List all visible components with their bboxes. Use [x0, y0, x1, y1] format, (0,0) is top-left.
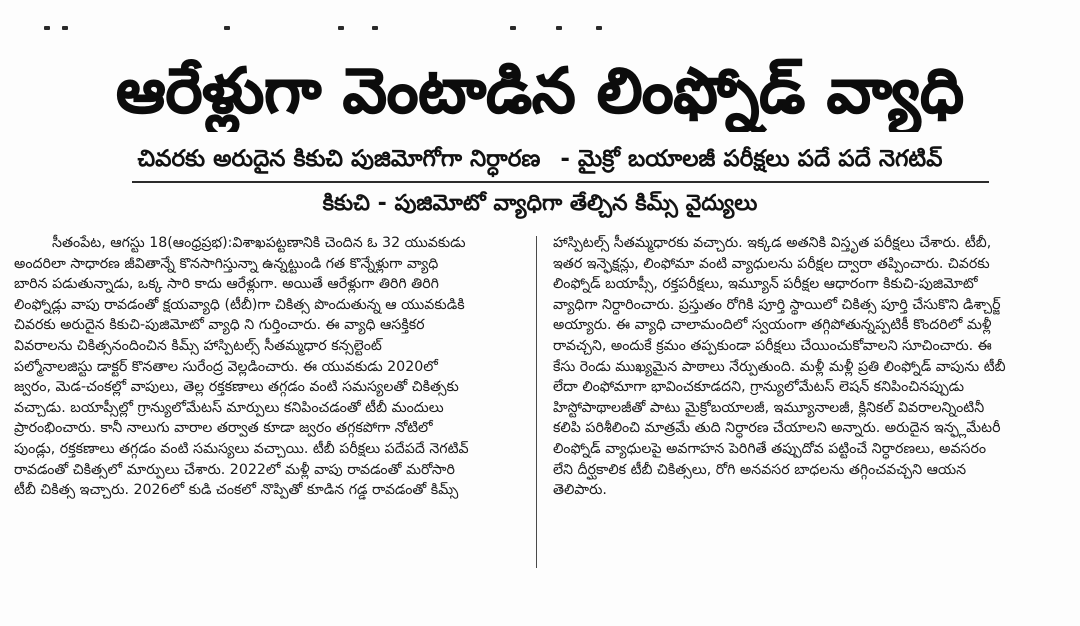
body-line: పుండ్లు, రక్తకణాలు తగ్గడం వంటి సమస్యలు వచ్చాయి. టీబీ పరీక్షలు పదేపదే నెగటివ్ [14, 440, 469, 457]
body-line: లింఫ్నోడ్ బయాప్సీ, రక్తపరీక్షలు, ఇమ్యూన్ పరీక్షల ఆధారంగా కికుచి-పుజిమోటో [553, 276, 978, 293]
body-line: సీతంపేట, ఆగస్టు 18(ఆంధ్రప్రభ):విశాఖపట్టణానికి చెందిన ఓ 32 యువకుడు [52, 235, 466, 251]
article-column-right [553, 233, 1053, 573]
body-line: కేసు రెండు ముఖ్యమైన పాఠాలు నేర్పుతుంది. మళ్లీ మళ్లీ ప్రతి లింఫ్నోడ్ వాపును టీబీ [553, 358, 1006, 375]
body-line: కలిపి పరిశీలించి మాత్రమే తుది నిర్ధారణ చేయాలని అన్నారు. అరుదైన ఇన్ఫ్లమేటరీ [553, 420, 1001, 437]
subheadline-part-1: చివరకు అరుదైన కికుచి పుజిమోగోగా నిర్ధారణ [137, 146, 541, 172]
body-line: జ్వరం, మెడ-చంకల్లో వాపులు, తెల్ల రక్తకణాలు తగ్గడం వంటి సమస్యలతో చికిత్సకు [14, 379, 459, 396]
body-line: లింఫ్నోడ్ వ్యాధులపై అవగాహన పెరిగితే తప్పుదోవ పట్టించే నిర్ధారణలు, అవసరం [553, 440, 987, 457]
body-line: వివరాలను చికిత్సనందించిన కిమ్స్ హాస్పిటల్స్ సీతమ్మధార కన్సల్టెంట్ [14, 337, 382, 354]
body-line: చివరకు అరుదైన కికుచి-పుజిమోటో వ్యాధి ని గుర్తించారు. ఈ వ్యాధి ఆసక్తికర [14, 317, 425, 334]
body-line: లింఫ్నోడ్లు వాపు రావడంతో క్షయవ్యాధి (టీబీ)గా చికిత్స పొందుతున్న ఆ యువకుడికి [14, 296, 465, 313]
body-line: రావడంతో చికిత్సలో మార్పులు చేశారు. 2022లో మళ్లీ వాపు రావడంతో మరోసారి [14, 461, 455, 478]
kicker-headline: కికుచి - పుజిమోటో వ్యాధిగా తేల్చిన కిమ్స్ వైద్యులు [322, 191, 758, 216]
article-column-left [14, 233, 514, 573]
body-line: రావచ్చని, అందుకే క్రమం తప్పకుండా పరీక్షలు చేయించుకోవాలని సూచించారు. ఈ [553, 337, 992, 354]
body-line: టీబీ చికిత్స ఇచ్చారు. 2026లో కుడి చంకలో నొప్పితో కూడిన గడ్డ రావడంతో కిమ్స్ [14, 482, 459, 499]
body-line: అందరిలా సాధారణ జీవితాన్నే కొనసాగిస్తున్నా ఉన్నట్టుండి గత కొన్నేళ్లుగా వ్యాధి [14, 255, 439, 272]
headline: ఆరేళ్లుగా వెంటాడిన లింఫ్నోడ్ వ్యాధి [116, 54, 964, 127]
body-line: ఇతర ఇన్ఫెక్షన్లు, లింఫోమా వంటి వ్యాధులను పరీక్షల ద్వారా తప్పించారు. చివరకు [553, 255, 990, 272]
body-line: బారిన పడుతున్నాడు, ఒక్క సారి కాదు ఆరేళ్లుగా. అయితే ఆరేళ్లుగా తిరిగి తిరిగి [14, 276, 439, 293]
body-line: హాస్పిటల్స్ సీతమ్మధారకు వచ్చారు. ఇక్కడ అతనికి విస్తృత పరీక్షలు చేశారు. టీబీ, [553, 235, 992, 251]
body-line: పల్మోనాలజిస్టు డాక్టర్ కొనతాల సురేంద్ర వెల్లడించారు. ఈ యువకుడు 2020లో [14, 358, 438, 375]
body-line: తెలిపారు. [553, 482, 607, 499]
body-line: అయ్యారు. ఈ వ్యాధి చాలామందిలో స్వయంగా తగ్గిపోతున్నప్పటికీ కొందరిలో మళ్లీ [553, 317, 992, 334]
body-line: ప్రారంభించారు. కానీ నాలుగు వారాల తర్వాత కూడా జ్వరం తగ్గకపోగా నోటిలో [14, 420, 433, 437]
body-line: లేదా లింఫోమాగా భావించకూడదని, గ్రాన్యులోమేటస్ లెషన్ కనిపించినప్పుడు [553, 379, 964, 396]
body-line: వ్యాధిగా నిర్ధారించారు. ప్రస్తుతం రోగికి పూర్తి స్థాయిలో చికిత్స పూర్తి చేసుకొని డిశ్చార్జ్ [553, 296, 1001, 313]
subheadline [68, 137, 1012, 181]
cropped-text-fragment [0, 0, 1080, 40]
body-line: వచ్చాడు. బయాప్సీల్లో గ్రాన్యులోమేటస్ మార్పులు కనిపించడంతో టీబీ మందులు [14, 399, 444, 416]
body-line: హిస్టోపాథాలజీతో పాటు మైక్రోబయాలజీ, ఇమ్యూనాలజీ, క్లినికల్ వివరాలన్నింటినీ [553, 399, 985, 416]
column-divider [536, 236, 537, 568]
body-line: లేని దీర్ఘకాలిక టీబీ చికిత్సలు, రోగి అనవసర బాధలను తగ్గించవచ్చని ఆయన [553, 461, 967, 478]
subheadline-part-2: - మైక్రో బయాలజీ పరీక్షలు పదే పదే నెగటివ్ [560, 146, 943, 172]
